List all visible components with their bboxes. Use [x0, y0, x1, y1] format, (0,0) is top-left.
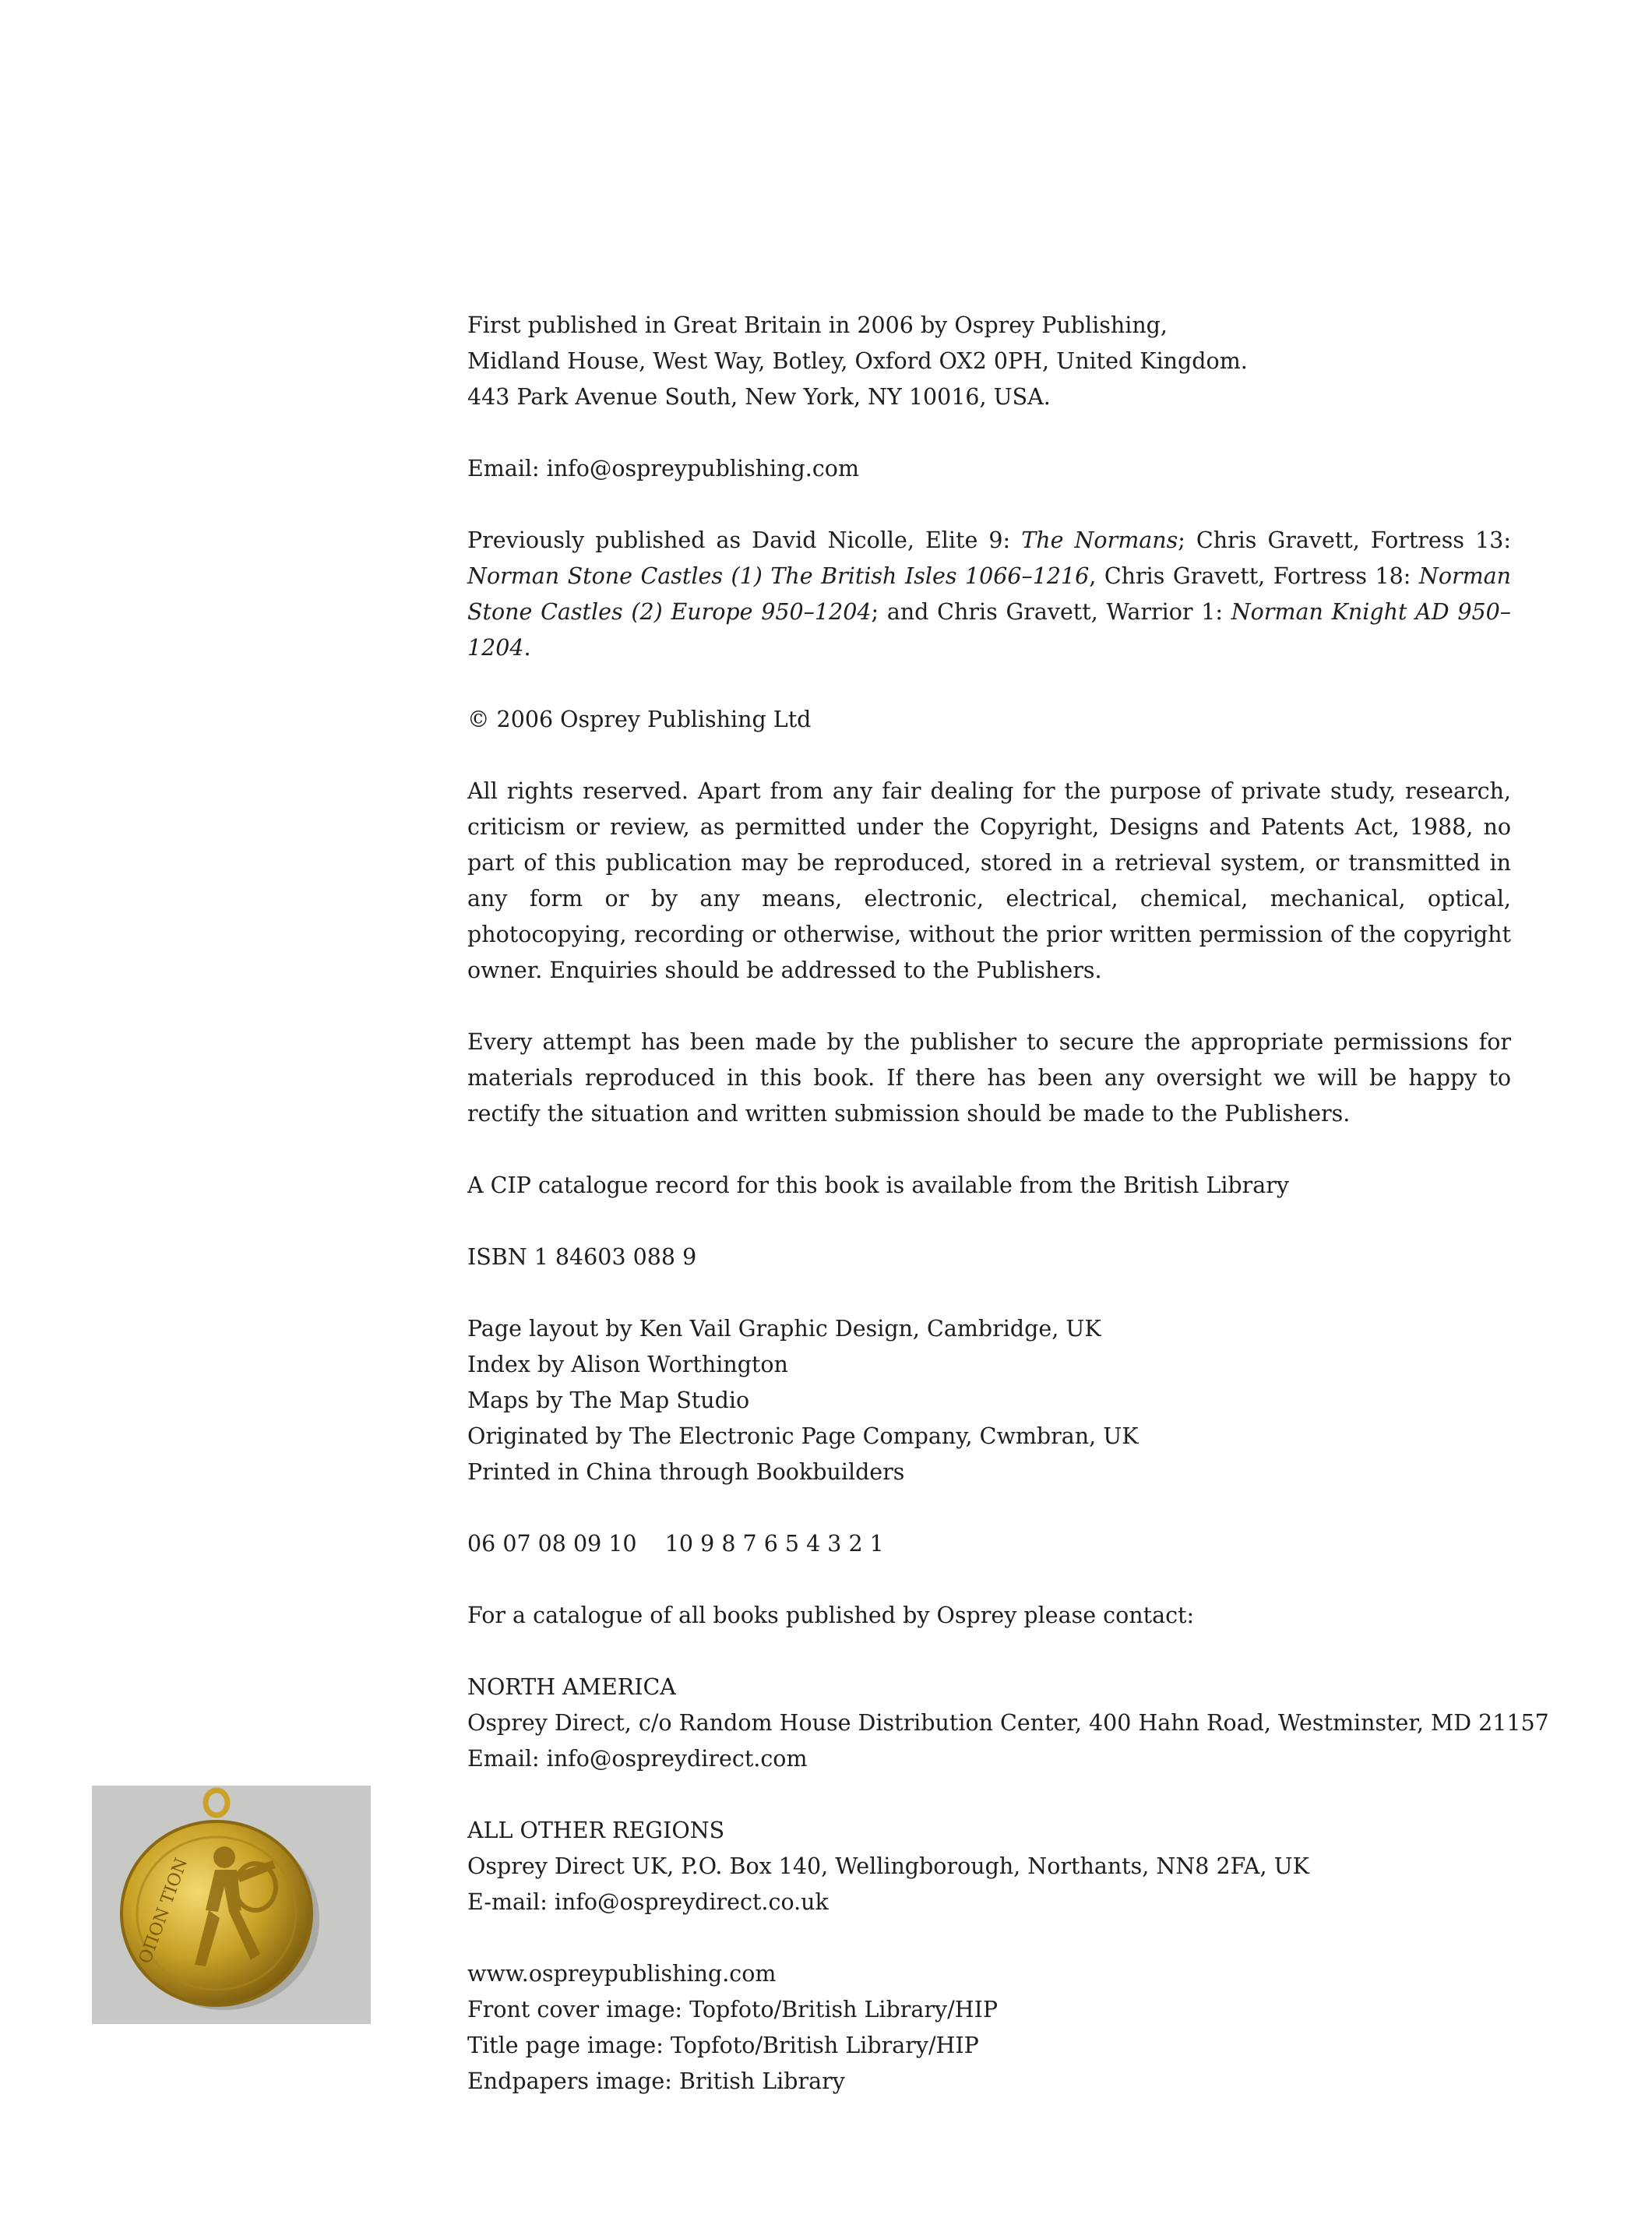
- rights-paragraph: All rights reserved. Apart from any fair dealing for the purpose of private study, research, criticism or review, as permitted under the Copyright, Designs and Patents Act, 1988, no part of this publication may be reproduced, stored in a retrieval system, or transmitted in any form or by any means, electronic, electrical, chemical, mechanical, optical, photocopying, recording or otherwise, without the prior written permission of the copyright owner. Enquiries should be addressed to the Publishers.: [467, 778, 1511, 983]
- credit-line: Page layout by Ken Vail Graphic Design, Cambridge, UK: [467, 1316, 1101, 1342]
- title-page-credit: Title page image: Topfoto/British Library/HIP: [467, 2033, 979, 2058]
- publisher-email-text: Email: info@ospreypublishing.com: [467, 456, 859, 481]
- print-line: [467, 1526, 1511, 1562]
- publisher-block: [467, 308, 1511, 415]
- production-credits: [467, 1311, 1511, 1490]
- cip-record: [467, 1168, 1511, 1204]
- other-regions-email: E-mail: info@ospreydirect.co.uk: [467, 1889, 829, 1915]
- credit-line: Printed in China through Bookbuilders: [467, 1459, 905, 1485]
- permissions-paragraph: Every attempt has been made by the publisher to secure the appropriate permissions for materials reproduced in this book. If there has been any oversight we will be happy to rectify the situation and written submission should be made to the Publishers.: [467, 1029, 1511, 1127]
- prev-mid-1: ; Chris Gravett, Fortress 13:: [1178, 527, 1511, 553]
- catalogue-intro: [467, 1598, 1511, 1634]
- footer-credits: [467, 1956, 1511, 2100]
- publisher-line-3: 443 Park Avenue South, New York, NY 10016, USA.: [467, 384, 1051, 410]
- print-line-text: 06 07 08 09 10 10 9 8 7 6 5 4 3 2 1: [467, 1531, 884, 1557]
- north-america-contact: [467, 1670, 1549, 1777]
- coin-body: [122, 1821, 312, 2005]
- prev-suffix: .: [523, 635, 531, 661]
- isbn: [467, 1239, 1511, 1275]
- copyright-text: © 2006 Osprey Publishing Ltd: [467, 707, 812, 732]
- cip-text: A CIP catalogue record for this book is available from the British Library: [467, 1172, 1290, 1198]
- prev-title-1: The Normans: [1021, 527, 1178, 553]
- prev-mid-3: ; and Chris Gravett, Warrior 1:: [871, 599, 1231, 625]
- credit-line: Originated by The Electronic Page Company, Cwmbran, UK: [467, 1423, 1139, 1449]
- north-america-address: Osprey Direct, c/o Random House Distribution Center, 400 Hahn Road, Westminster, MD 21157: [467, 1710, 1549, 1736]
- endpapers-credit: Endpapers image: British Library: [467, 2068, 845, 2094]
- copyright-notice: [467, 702, 1511, 738]
- front-cover-credit: Front cover image: Topfoto/British Library/HIP: [467, 1997, 999, 2022]
- prev-title-2: Norman Stone Castles (1) The British Isles 1066–1216: [467, 563, 1090, 589]
- prev-title-3: Norman Stone Castles (2) Europe 950–1204: [467, 563, 1511, 625]
- catalogue-intro-text: For a catalogue of all books published by Osprey please contact:: [467, 1603, 1195, 1628]
- coin-inscription: ΟΠΟΝ ΤΙΟΝ: [136, 1855, 192, 1967]
- credit-line: Maps by The Map Studio: [467, 1388, 750, 1413]
- prev-title-4: Norman Knight AD 950–1204: [467, 599, 1511, 661]
- publisher-email: [467, 451, 1511, 487]
- previously-published-paragraph: [467, 523, 1511, 666]
- publisher-line-1: First published in Great Britain in 2006 by Osprey Publishing,: [467, 312, 1168, 338]
- gold-coin-photo: [92, 1786, 371, 2024]
- other-regions-contact: [467, 1813, 1511, 1920]
- other-regions-address: Osprey Direct UK, P.O. Box 140, Wellingborough, Northants, NN8 2FA, UK: [467, 1853, 1309, 1879]
- other-regions-heading: ALL OTHER REGIONS: [467, 1818, 725, 1843]
- coin-illustration: [92, 1786, 371, 2024]
- publisher-line-2: Midland House, West Way, Botley, Oxford OX2 0PH, United Kingdom.: [467, 348, 1248, 374]
- credit-line: Index by Alison Worthington: [467, 1352, 788, 1377]
- coin-loop: [206, 1790, 227, 1815]
- north-america-email: Email: info@ospreydirect.com: [467, 1746, 808, 1772]
- isbn-text: ISBN 1 84603 088 9: [467, 1244, 697, 1270]
- north-america-heading: NORTH AMERICA: [467, 1674, 676, 1700]
- prev-prefix: Previously published as David Nicolle, Elite 9:: [467, 527, 1022, 553]
- copyright-page-text: [467, 308, 1549, 2100]
- website-url: www.ospreypublishing.com: [467, 1961, 777, 1987]
- prev-mid-2: , Chris Gravett, Fortress 18:: [1089, 563, 1419, 589]
